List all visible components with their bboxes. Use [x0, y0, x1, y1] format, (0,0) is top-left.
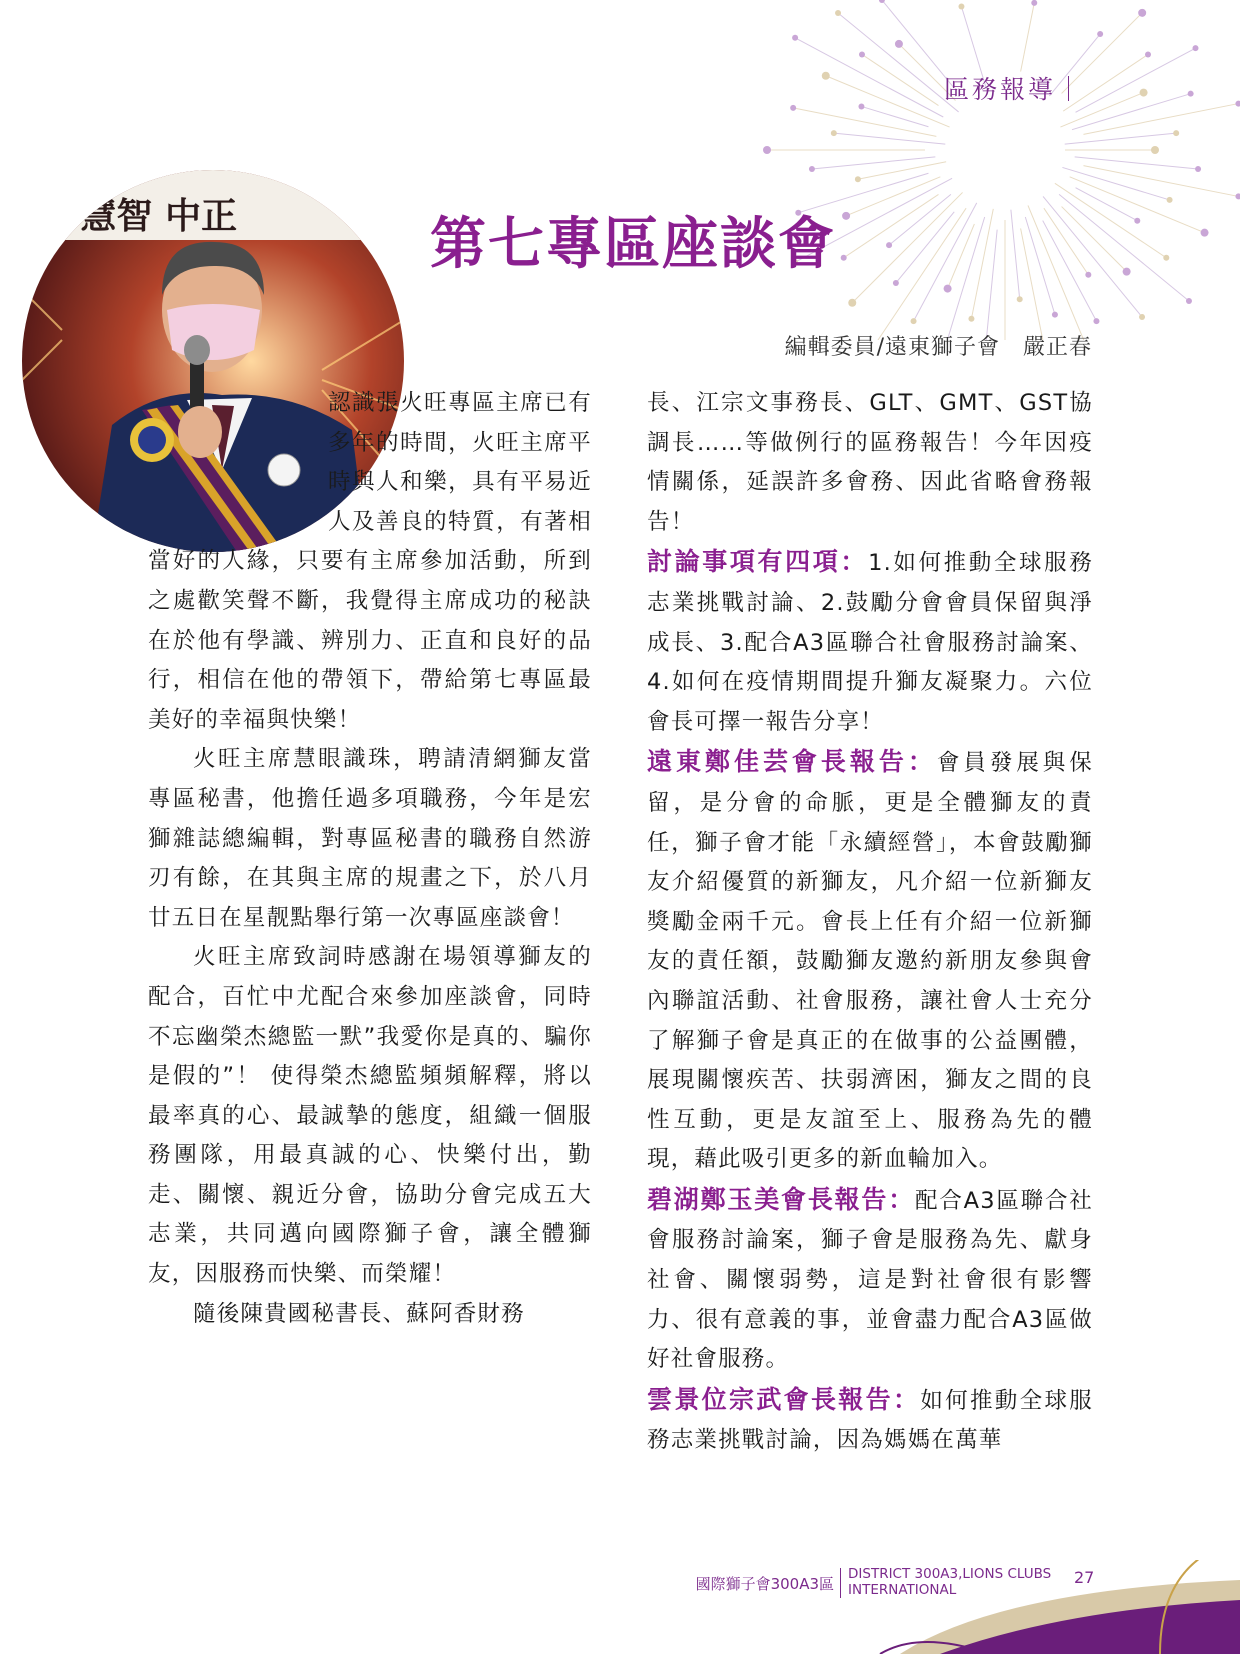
- burst-ray: [896, 212, 954, 283]
- burst-dot: [1186, 298, 1192, 304]
- burst-dot: [1134, 218, 1140, 224]
- burst-dot: [1173, 130, 1179, 136]
- burst-dot: [1201, 229, 1209, 237]
- burst-ray: [1043, 196, 1142, 317]
- burst-ray: [838, 13, 959, 112]
- burst-dot: [1097, 31, 1103, 37]
- footer-org-name: 國際獅子會300A3區: [695, 1575, 834, 1593]
- burst-dot: [1140, 89, 1148, 97]
- burst-ray: [1028, 205, 1096, 340]
- report-yuandong-heading: 遠東鄭佳芸會長報告：: [647, 747, 937, 777]
- paragraph-discussion: [647, 542, 1093, 742]
- burst-ray: [1072, 94, 1191, 130]
- burst-dot: [1139, 314, 1145, 320]
- burst-ray: [795, 38, 943, 117]
- burst-dot: [822, 72, 830, 80]
- burst-dot: [1017, 296, 1023, 302]
- burst-dot: [1163, 255, 1169, 261]
- paragraph-intro: 認識張火旺專區主席已有多年的時間，火旺主席平時與人和樂，具有平易近人及善良的特質，有著相當好的人緣，只要有主席參加活動，所到之處歡笑聲不斷，我覺得主席成功的秘訣在於他有學識、辨別力、正直和良好的品行，相信在他的帶領下，帶給第七專區最美好的幸福與快樂！: [148, 390, 592, 733]
- burst-dot: [1192, 45, 1198, 51]
- footer-divider: [840, 1568, 841, 1598]
- report-yunjing-heading: 雲景位宗武會長報告：: [647, 1384, 921, 1414]
- paragraph-report-bihu: [647, 1180, 1093, 1380]
- paragraph-reports-start: 隨後陳貴國秘書長、蘇阿香財務: [193, 1300, 525, 1327]
- burst-dot: [855, 176, 861, 182]
- article-title: 第七專區座談會: [430, 212, 836, 277]
- burst-ray: [1065, 133, 1176, 144]
- burst-dot: [842, 212, 850, 220]
- page-number: 27: [1074, 1568, 1095, 1587]
- burst-dot: [911, 318, 917, 324]
- burst-ray: [1021, 3, 1035, 72]
- burst-dot: [1188, 91, 1194, 97]
- burst-ray: [826, 76, 950, 127]
- burst-dot: [1235, 193, 1240, 199]
- photo-backdrop-text: 區 慧智 中正: [32, 196, 238, 237]
- burst-ray: [1011, 210, 1020, 300]
- paragraph-speech: 火旺主席致詞時感謝在場領導獅友的配合，百忙中尤配合來參加座談會，同時不忘幽榮杰總監一默”我愛你是真的、騙你是假的”！ 使得榮杰總監頻頻解釋，將以最率真的心、最誠摯的態度，組織一個服務團隊，用最真誠的心、快樂付出，勤走、關懷、親近分會，協助分會完成五大志業，共同邁向國際獅子會，讓全體獅友，因服務而快樂、而榮耀！: [148, 944, 592, 1288]
- burst-dot: [790, 105, 796, 111]
- burst-dot: [944, 285, 952, 293]
- burst-ray: [1062, 207, 1127, 272]
- burst-dot: [1085, 272, 1091, 278]
- burst-ray: [1059, 194, 1189, 301]
- burst-dot: [1235, 101, 1240, 107]
- burst-ray: [858, 162, 946, 180]
- burst-dot: [1123, 268, 1131, 276]
- discussion-body: 1.如何推動全球服務志業挑戰討論、2.鼓勵分會會員保留與淨成長、3.配合A3區聯合社會服務討論案、4.如何在疫情期間提升獅友凝聚力。六位會長可擇一報告分享！: [647, 550, 1093, 735]
- burst-dot: [893, 280, 899, 286]
- burst-dot: [1031, 0, 1037, 6]
- article-byline: 編輯委員/遠東獅子會 嚴正春: [784, 335, 1092, 360]
- burst-dot: [763, 146, 771, 154]
- burst-dot: [895, 40, 903, 48]
- burst-ray: [1076, 48, 1196, 112]
- burst-dot: [859, 51, 865, 57]
- burst-dot: [1167, 197, 1173, 203]
- burst-dot: [858, 103, 864, 109]
- section-label: 區務報導｜: [943, 75, 1084, 104]
- article-right-column: [647, 384, 1093, 1461]
- paragraph-report-yuandong: [647, 742, 1093, 1180]
- burst-dot: [1195, 166, 1201, 172]
- burst-dot: [1138, 9, 1146, 17]
- burst-ray: [1055, 183, 1166, 257]
- burst-ray: [948, 224, 975, 289]
- wrap-spacer: [148, 384, 328, 542]
- burst-ray: [982, 230, 997, 340]
- report-yunjing-body: 如何推動全球服務志業挑戰討論，因為媽媽在萬華: [647, 1387, 1093, 1454]
- paragraph-secretary: 火旺主席慧眼識珠，聘請清網獅友當專區秘書，他擔任過多項職務，今年是宏獅雜誌總編輯，對專區秘書的職務自然游刃有餘，在其與主席的規畫之下，於八月廿五日在星靓點舉行第一次專區座談會！: [148, 746, 592, 931]
- burst-dot: [831, 130, 837, 136]
- paragraph-reports-continued: 長、江宗文事務長、GLT、GMT、GST協調長……等做例行的區務報告！今年因疫情關係，延誤許多會務、因此省略會務報告！: [647, 390, 1093, 535]
- burst-dot: [968, 316, 974, 322]
- report-yuandong-body: 會員發展與保留，是分會的命脈，更是全體獅友的責任，獅子會才能「永續經營」，本會鼓勵獅友介紹優質的新獅友，凡介紹一位新獅友獎勵金兩千元。會長上任有介紹一位新獅友的責任額，鼓勵獅友邀約新朋友參與會內聯誼活動、社會服務，讓社會人士充分了解獅子會是真正的在做事的公益團體，展現關懷疾苦、扶弱濟困，獅友之間的良性互動，更是友誼至上、服務為先的體現，藉此吸引更多的新血輪加入。: [647, 750, 1093, 1173]
- burst-dot: [848, 299, 856, 307]
- burst-dot: [835, 10, 841, 16]
- burst-dot: [1093, 318, 1099, 324]
- burst-ray: [1025, 217, 1055, 315]
- burst-dot: [1151, 146, 1159, 154]
- paragraph-report-yunjing: [647, 1380, 1093, 1461]
- burst-dot: [1145, 51, 1151, 57]
- burst-dot: [809, 166, 815, 172]
- report-bihu-heading: 碧湖鄭玉美會長報告：: [647, 1184, 916, 1214]
- burst-dot: [958, 3, 964, 9]
- discussion-heading: 討論事項有四項：: [647, 547, 869, 577]
- burst-ray: [873, 208, 966, 340]
- burst-ray: [889, 194, 951, 245]
- burst-ray: [914, 203, 977, 321]
- burst-ray: [942, 217, 984, 340]
- burst-dot: [792, 35, 798, 41]
- article-left-column: [148, 384, 592, 1334]
- burst-dot: [1052, 312, 1058, 318]
- footer-org-name-en: DISTRICT 300A3,LIONS CLUBS INTERNATIONAL: [848, 1566, 1052, 1598]
- report-bihu-body: 配合A3區聯合社會服務討論案，獅子會是服務為先、獻身社會、關懷弱勢，這是對社會很有影響力、很有意義的事，並會盡力配合A3區做好社會服務。: [647, 1187, 1093, 1373]
- burst-dot: [886, 242, 892, 248]
- page-footer: [0, 1560, 1240, 1654]
- burst-dot: [841, 255, 847, 261]
